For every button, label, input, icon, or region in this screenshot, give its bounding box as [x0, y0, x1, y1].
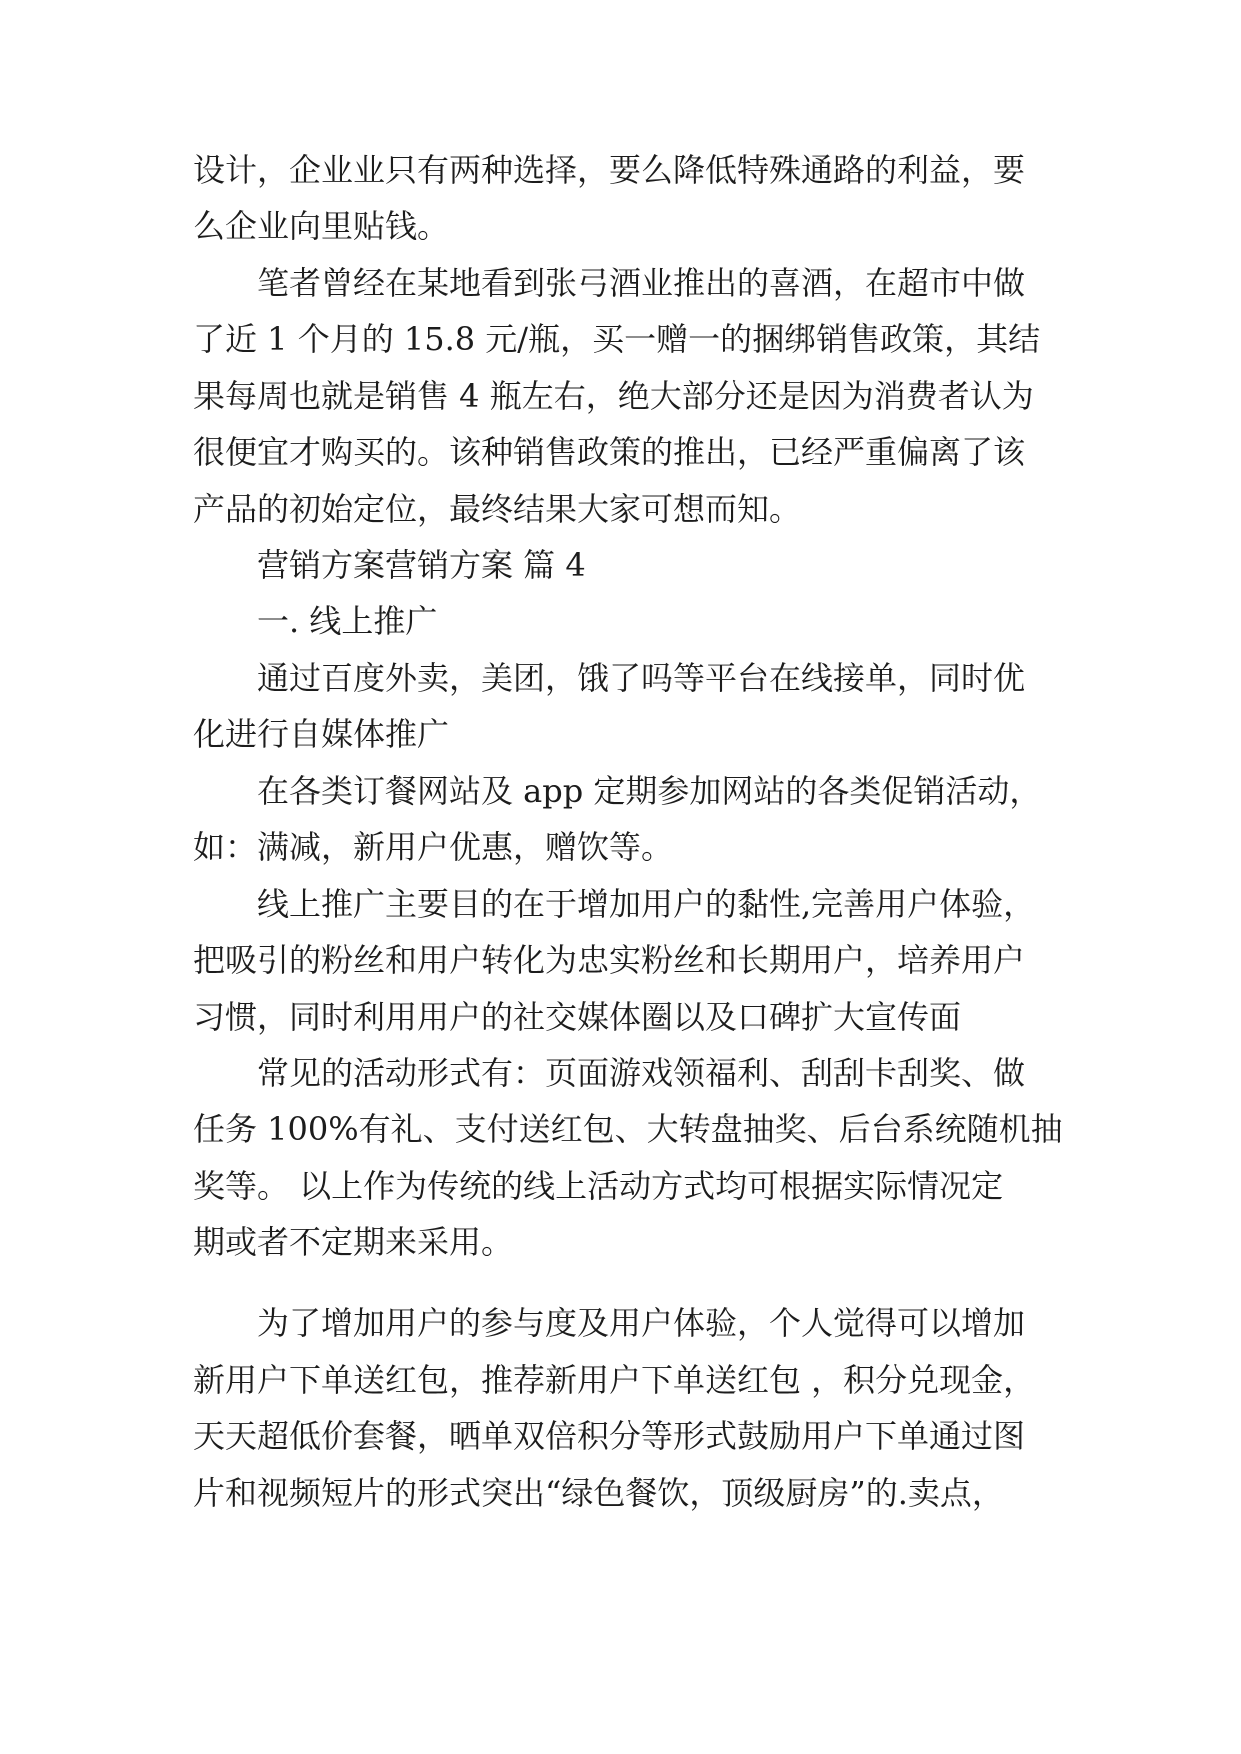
text-line: 么企业向里贴钱。 [193, 207, 450, 245]
text-line: 通过百度外卖，美团，饿了吗等平台在线接单，同时优 [257, 659, 1026, 697]
text-line: 线上推广主要目的在于增加用户的黏性,完善用户体验， [257, 885, 1036, 923]
text-line: 奖等。 以上作为传统的线上活动方式均可根据实际情况定 [193, 1167, 1004, 1205]
text-line: 新用户下单送红包，推荐新用户下单送红包 ，积分兑现金， [193, 1361, 1036, 1399]
text-line: 期或者不定期来采用。 [193, 1223, 514, 1261]
text-line: 在各类订餐网站及 app 定期参加网站的各类促销活动， [257, 772, 1042, 810]
section-heading: 营销方案营销方案 篇 4 [257, 546, 586, 584]
text-line: 任务 100%有礼、支付送红包、大转盘抽奖、后台系统随机抽 [193, 1110, 1063, 1148]
text-line: 果每周也就是销售 4 瓶左右，绝大部分还是因为消费者认为 [193, 377, 1034, 415]
subsection-heading: 一. 线上推广 [257, 602, 438, 640]
text-line: 为了增加用户的参与度及用户体验，个人觉得可以增加 [257, 1304, 1026, 1342]
text-line: 习惯，同时利用用户的社交媒体圈以及口碑扩大宣传面 [193, 998, 962, 1036]
text-line: 常见的活动形式有：页面游戏领福利、刮刮卡刮奖、做 [257, 1054, 1026, 1092]
text-line: 设计，企业业只有两种选择，要么降低特殊通路的利益，要 [193, 151, 1026, 189]
text-line: 了近 1 个月的 15.8 元/瓶，买一赠一的捆绑销售政策，其结 [193, 320, 1041, 358]
text-line: 很便宜才购买的。该种销售政策的推出，已经严重偏离了该 [193, 433, 1026, 471]
text-line: 产品的初始定位，最终结果大家可想而知。 [193, 490, 802, 528]
text-line: 天天超低价套餐，晒单双倍积分等形式鼓励用户下单通过图 [193, 1417, 1026, 1455]
text-line: 如：满减，新用户优惠，赠饮等。 [193, 828, 674, 866]
text-line: 化进行自媒体推广 [193, 715, 450, 753]
text-line: 片和视频短片的形式突出“绿色餐饮，顶级厨房”的.卖点， [193, 1474, 1004, 1512]
text-line: 把吸引的粉丝和用户转化为忠实粉丝和长期用户，培养用户 [193, 941, 1026, 979]
text-line: 笔者曾经在某地看到张弓酒业推出的喜酒，在超市中做 [257, 264, 1026, 302]
